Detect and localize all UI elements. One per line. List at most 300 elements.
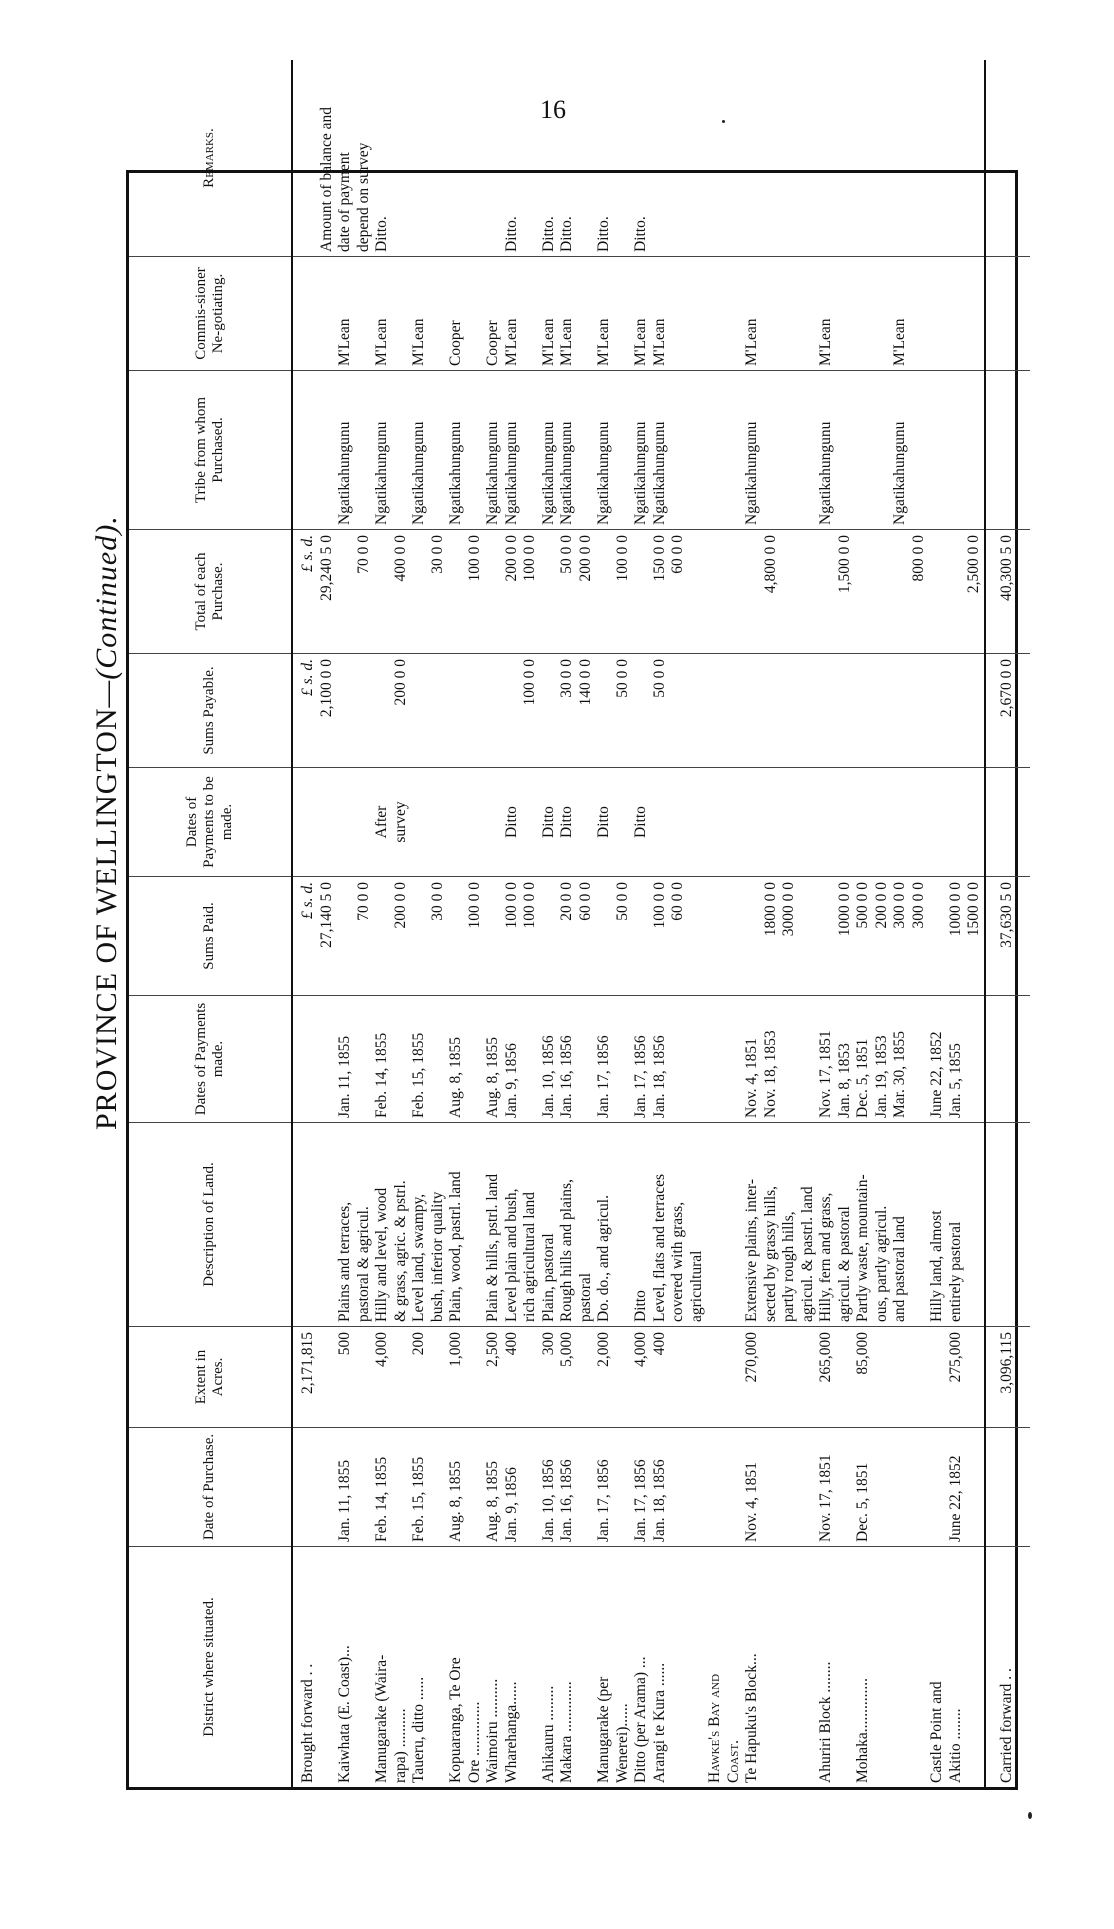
description-line: partly rough hills, [780,1211,797,1322]
remarks-line: depend on survey [354,142,372,252]
sums-payable-line: 100 0 0 [521,659,538,706]
header-remarks: Remarks. [129,60,292,257]
commissioner-line [521,257,540,366]
pay-when-line [484,768,503,876]
sums-paid-line [743,882,762,995]
pay-when-line: Ditto [502,806,520,838]
pay-dates-line [466,996,485,1118]
description-line: sected by grassy hills, [761,1185,779,1322]
commissioner-line [780,257,799,366]
district-line [799,1547,818,1783]
total-line [928,535,947,653]
pay-when-line [299,768,318,876]
tribe-line [688,371,707,525]
pay-dates-line [299,996,318,1118]
description-line: Hilly and level, wood [373,1187,390,1322]
pay-dates-line [799,996,818,1118]
carried-forward-sums-payable-text: 2,670 0 0 [998,659,1016,718]
carried-forward-empty-date [985,1428,1030,1547]
extent-line [688,1332,707,1427]
tribe-line [392,371,411,525]
district-line: Kopuaranga, Te Ore [447,1657,464,1783]
sums-paid-line [688,882,707,995]
commissioner-line: Cooper [447,320,464,366]
carried-forward-extent [985,1327,1030,1428]
district-line: Mohaka.............. [854,1677,871,1783]
carried-forward-row [985,60,1030,1787]
extent-line: 1,000 [447,1332,464,1367]
date-line [910,1428,929,1542]
tribe-line: Ngatikahungunu [410,421,427,525]
total-line: 4,800 0 0 [761,535,779,594]
carried-forward-empty-when [985,768,1030,877]
total-line [688,535,707,653]
header-district: District where situated. [129,1547,292,1788]
pay-dates-line: Jan. 9, 1856 [502,1043,520,1118]
description-line: bush, inferior quality [428,1191,446,1322]
district-line: Arangi te Kura ...... [650,1662,668,1783]
pay-dates-line: Nov. 4, 1851 [743,1038,760,1118]
total-line [743,535,762,653]
sums-payable-line: 200 0 0 [391,659,409,706]
description-line: Ditto [632,1290,649,1322]
total-line [632,535,651,653]
extent-line [355,1332,374,1427]
district-line [836,1547,855,1783]
description-line: rich agricultural land [521,1192,538,1322]
district-line [688,1547,707,1783]
commissioner-line [299,257,318,366]
district-line: Ahuriri Block ........ [817,1661,834,1783]
district-line [780,1547,799,1783]
pay-when-line: Ditto [595,806,612,838]
sums-paid-line: 60 0 0 [669,882,686,921]
district-line [873,1547,892,1783]
pay-when-line [336,768,355,876]
date-line: Nov. 17, 1851 [817,1454,834,1542]
sums-paid-line: 200 0 0 [391,882,409,929]
pay-when-line [318,768,337,876]
description-line: agricultural [687,1250,705,1322]
total-line: 400 0 0 [391,535,409,582]
commissioner-line: M'Lean [817,318,834,366]
remarks-line [429,60,448,252]
column-pay-dates [292,996,985,1123]
date-line: Aug. 8, 1855 [447,1461,464,1542]
tribe-line [780,371,799,525]
extent-line: 400 [650,1332,668,1356]
ink-speck [1028,1812,1032,1819]
sums-paid-line: 1500 0 0 [965,882,982,937]
description-line [614,1123,633,1322]
carried-forward-empty-remarks [985,60,1030,257]
pay-dates-line [318,996,337,1118]
sums-payable-line [503,659,522,767]
land-purchase-table [126,106,1018,1790]
pay-when-line [521,768,540,876]
extent-line [392,1332,411,1427]
district-line: Hawke's Bay and [706,1673,723,1783]
date-line [836,1428,855,1542]
total-line [484,535,503,653]
extent-line: 275,000 [946,1332,964,1383]
remarks-line: Ditto. [558,216,575,252]
district-line: rapa) .......... [391,1708,409,1783]
remarks-line [614,60,633,252]
district-line: Ditto (per Arama) ... [632,1656,649,1783]
carried-forward-sums-paid-text: 37,630 5 0 [998,882,1016,948]
total-line: 1,500 0 0 [835,535,853,594]
extent-line: 85,000 [854,1332,871,1375]
commissioner-line [799,257,818,366]
total-line [595,535,614,653]
commissioner-line: M'Lean [650,318,668,366]
district-line [669,1547,688,1783]
remarks-line: Ditto. [373,216,390,252]
tribe-line [299,371,318,525]
extent-line [706,1332,725,1427]
carried-forward-empty-desc [985,1123,1030,1327]
description-line: Do. do., and agricul. [595,1195,612,1322]
carried-forward-extent-text: 3,096,115 [998,1332,1016,1394]
date-line [780,1428,799,1542]
total-line: 50 0 0 [558,535,575,574]
tribe-line [799,371,818,525]
date-line: Jan. 10, 1856 [539,1459,557,1542]
date-line: Feb. 15, 1855 [410,1456,427,1542]
description-line: Rough hills and plains, [558,1179,575,1322]
sums-paid-line [725,882,744,995]
remarks-line: date of payment [336,152,353,252]
district-line: Makara ............. [558,1681,575,1783]
extent-line: 5,000 [558,1332,575,1367]
description-line: pastoral [576,1272,594,1322]
sums-payable-line [484,659,503,767]
sums-paid-line [336,882,355,995]
date-line [614,1428,633,1542]
pay-dates-line [706,996,725,1118]
header-description: Description of Land. [129,1123,292,1327]
body-row [292,60,985,1787]
carried-forward-total-text: 40,300 5 0 [998,535,1016,601]
sums-paid-line: 1800 0 0 [761,882,779,937]
date-line [521,1428,540,1542]
pay-dates-line: Jan. 10, 1856 [539,1035,557,1118]
pay-when-line [466,768,485,876]
pay-when-line [355,768,374,876]
page-title-continued: —(Continued). [90,515,123,708]
date-line [577,1428,596,1542]
date-line [355,1428,374,1542]
carried-forward-total [985,530,1030,654]
extent-line: 2,500 [484,1332,501,1367]
sums-paid-line: 27,140 5 0 [317,882,335,948]
description-line [725,1123,744,1322]
column-total [292,530,985,654]
extent-line: 4,000 [373,1332,390,1367]
pay-dates-line [521,996,540,1118]
carried-forward-empty-paydate [985,996,1030,1123]
extent-line: 200 [410,1332,427,1356]
pay-when-line [429,768,448,876]
commissioner-line [466,257,485,366]
date-line [299,1428,318,1542]
extent-line: 265,000 [817,1332,834,1383]
district-line: Ore .............. [465,1701,483,1783]
tribe-line: Ngatikahungunu [650,421,668,525]
description-line: and pastoral land [891,1216,908,1322]
total-line: 200 0 0 [502,535,520,582]
tribe-line [318,371,337,525]
sums-paid-line: 300 0 0 [909,882,927,929]
date-line [873,1428,892,1542]
district-line: Brought forward . . [299,1663,316,1783]
commissioner-line: M'Lean [632,318,649,366]
sums-payable-line: 50 0 0 [613,659,631,698]
sums-payable-line [336,659,355,767]
district-line: Wharehanga...... [502,1681,520,1783]
commissioner-line: M'Lean [743,318,760,366]
date-line [688,1428,707,1542]
sums-paid-line: 100 0 0 [521,882,538,929]
tribe-line: Ngatikahungunu [539,421,557,525]
commissioner-line: Cooper [484,320,501,366]
sums-paid-line [706,882,725,995]
sums-payable-line [355,659,374,767]
column-tribe [292,371,985,530]
ledger-table [129,60,1030,1787]
sums-paid-line [447,882,466,995]
commissioner-line: M'Lean [539,318,557,366]
tribe-line: Ngatikahungunu [373,421,390,525]
commissioner-line: M'Lean [336,318,353,366]
date-line: Jan. 11, 1855 [336,1459,353,1542]
extent-line [669,1332,688,1427]
extent-line: 500 [336,1332,353,1356]
column-description [292,1123,985,1327]
commissioner-line [392,257,411,366]
date-line [429,1428,448,1542]
tribe-line [706,371,725,525]
header-total: Total of each Purchase. [129,530,292,654]
sums-paid-line: 500 0 0 [854,882,871,929]
commissioner-line [854,257,873,366]
column-district [292,1547,985,1788]
tribe-line: Ngatikahungunu [891,421,908,525]
description-line: Level land, swampy, [410,1193,427,1322]
description-line [299,1123,318,1322]
sums-payable-line [410,659,429,767]
date-line: Jan. 9, 1856 [502,1467,520,1542]
description-line: Plain, pastoral [539,1233,557,1322]
sums-payable-line: 2,100 0 0 [317,659,335,718]
description-line: pastoral & agricul. [354,1206,372,1322]
tribe-line [873,371,892,525]
sums-paid-line: 70 0 0 [354,882,372,921]
tribe-line: Ngatikahungunu [817,421,834,525]
sums-paid-line: 100 0 0 [502,882,520,929]
currency-unit-label: £ s. d. [299,882,316,920]
description-line: agricul. & pastoral [835,1206,853,1322]
district-line: Manugarake (per [595,1676,612,1783]
tribe-line [669,371,688,525]
tribe-line [614,371,633,525]
sums-paid-line: 3000 0 0 [780,882,797,937]
pay-dates-line [688,996,707,1118]
commissioner-line [429,257,448,366]
tribe-line [762,371,781,525]
tribe-line: Ngatikahungunu [502,421,520,525]
district-line: Te Hapuku's Block... [743,1653,760,1783]
commissioner-line [873,257,892,366]
commissioner-line [669,257,688,366]
header-pay-when: Dates of Payments to be made. [129,768,292,877]
pay-dates-line: Aug. 8, 1855 [484,1037,501,1118]
currency-unit-label: £ s. d. [299,659,316,697]
column-sums-payable [292,654,985,768]
pay-dates-line: Dec. 5, 1851 [854,1038,871,1118]
page-title-text: PROVINCE OF WELLINGTON [90,707,123,1130]
commissioner-line [836,257,855,366]
total-line: 100 0 0 [465,535,483,582]
pay-when-line: survey [391,801,409,843]
total-line [799,535,818,653]
extent-line [725,1332,744,1427]
commissioner-line [725,257,744,366]
remarks-line [466,60,485,252]
total-line: 2,500 0 0 [965,535,982,594]
district-line: Wenerei)...... [613,1703,631,1783]
pay-dates-line: Jan. 11, 1855 [336,1035,353,1118]
total-line [373,535,392,653]
pay-when-line: Ditto [539,806,557,838]
district-line: Coast. [724,1740,742,1783]
total-line: 60 0 0 [669,535,686,574]
date-line [928,1428,947,1542]
district-line [762,1547,781,1783]
sums-paid-line [928,882,947,995]
tribe-line [466,371,485,525]
district-line: Kaiwhata (E. Coast)... [336,1645,353,1783]
total-line [854,535,873,653]
column-commissioner [292,257,985,371]
sums-payable-line: 50 0 0 [650,659,668,698]
tribe-line: Ngatikahungunu [595,421,612,525]
district-line [891,1547,910,1783]
description-line: covered with grass, [669,1201,686,1322]
pay-dates-line [392,996,411,1118]
district-line [577,1547,596,1783]
date-line: Jan. 17, 1856 [632,1459,649,1542]
district-line [521,1547,540,1783]
description-line: Hilly, fern and grass, [817,1192,834,1322]
sums-paid-line: 1000 0 0 [835,882,853,937]
column-pay-when [292,768,985,877]
remarks-line [447,60,466,252]
commissioner-line: M'Lean [373,318,390,366]
total-line [891,535,910,653]
pay-dates-line: Jan. 17, 1856 [595,1035,612,1118]
remarks-line: Ditto. [595,216,612,252]
carried-forward-empty-comm [985,257,1030,371]
sums-paid-line: 1000 0 0 [946,882,964,937]
pay-when-line [447,768,466,876]
extent-line [318,1332,337,1427]
extent-line [762,1332,781,1427]
sums-paid-line: 30 0 0 [428,882,446,921]
district-line [318,1547,337,1783]
pay-dates-line: Nov. 17, 1851 [817,1030,834,1118]
sums-payable-line [466,659,485,767]
remarks-line [577,60,596,252]
sums-payable-line [595,659,614,767]
description-line: Plain, wood, pastrl. land [447,1171,464,1322]
pay-dates-line: Nov. 18, 1853 [761,1030,779,1118]
pay-dates-line [614,996,633,1118]
pay-dates-line: Jan. 19, 1853 [872,1035,890,1118]
sums-paid-line [817,882,836,995]
date-line: Jan. 18, 1856 [650,1459,668,1542]
sums-paid-line [373,882,392,995]
description-line [706,1123,725,1322]
pay-when-line [614,768,633,876]
commissioner-line: M'Lean [891,318,908,366]
pay-dates-line [429,996,448,1118]
commissioner-line: M'Lean [595,318,612,366]
description-line: Plain & hills, pstrl. land [484,1173,501,1322]
header-date: Date of Purchase. [129,1428,292,1547]
column-date [292,1428,985,1547]
tribe-line [355,371,374,525]
description-line [910,1123,929,1322]
remarks-line: Ditto. [632,216,649,252]
date-line [466,1428,485,1542]
pay-dates-line: Jan. 16, 1856 [558,1035,575,1118]
total-line: 200 0 0 [576,535,594,582]
date-line: Jan. 16, 1856 [558,1459,575,1542]
extent-line [521,1332,540,1427]
district-line: Castle Point and [928,1681,945,1783]
header-commissioner: Commis-sioner Ne-gotiating. [129,257,292,371]
pay-when-line [577,768,596,876]
date-line: June 22, 1852 [946,1455,964,1542]
tribe-line [429,371,448,525]
commissioner-line [688,257,707,366]
total-line [336,535,355,653]
commissioner-line: M'Lean [410,318,427,366]
sums-payable-line [632,659,651,767]
sums-paid-line [410,882,429,995]
extent-line [799,1332,818,1427]
header-sums-payable: Sums Payable. [129,654,292,768]
date-line: Jan. 17, 1856 [595,1459,612,1542]
pay-dates-line: Aug. 8, 1855 [447,1037,464,1118]
commissioner-line: M'Lean [502,318,520,366]
date-line: Aug. 8, 1855 [484,1461,501,1542]
pay-dates-line [910,996,929,1118]
pay-dates-line [355,996,374,1118]
remarks-line: Amount of balance and [317,106,335,252]
total-line [540,535,559,653]
description-line [318,1123,337,1322]
carried-forward-empty-tribe [985,371,1030,530]
pay-dates-line [669,996,688,1118]
extent-line: 2,171,815 [299,1332,316,1394]
tribe-line [836,371,855,525]
tribe-line: Ngatikahungunu [632,421,649,525]
extent-line: 4,000 [632,1332,649,1367]
description-line: Extensive plains, inter- [743,1178,760,1322]
